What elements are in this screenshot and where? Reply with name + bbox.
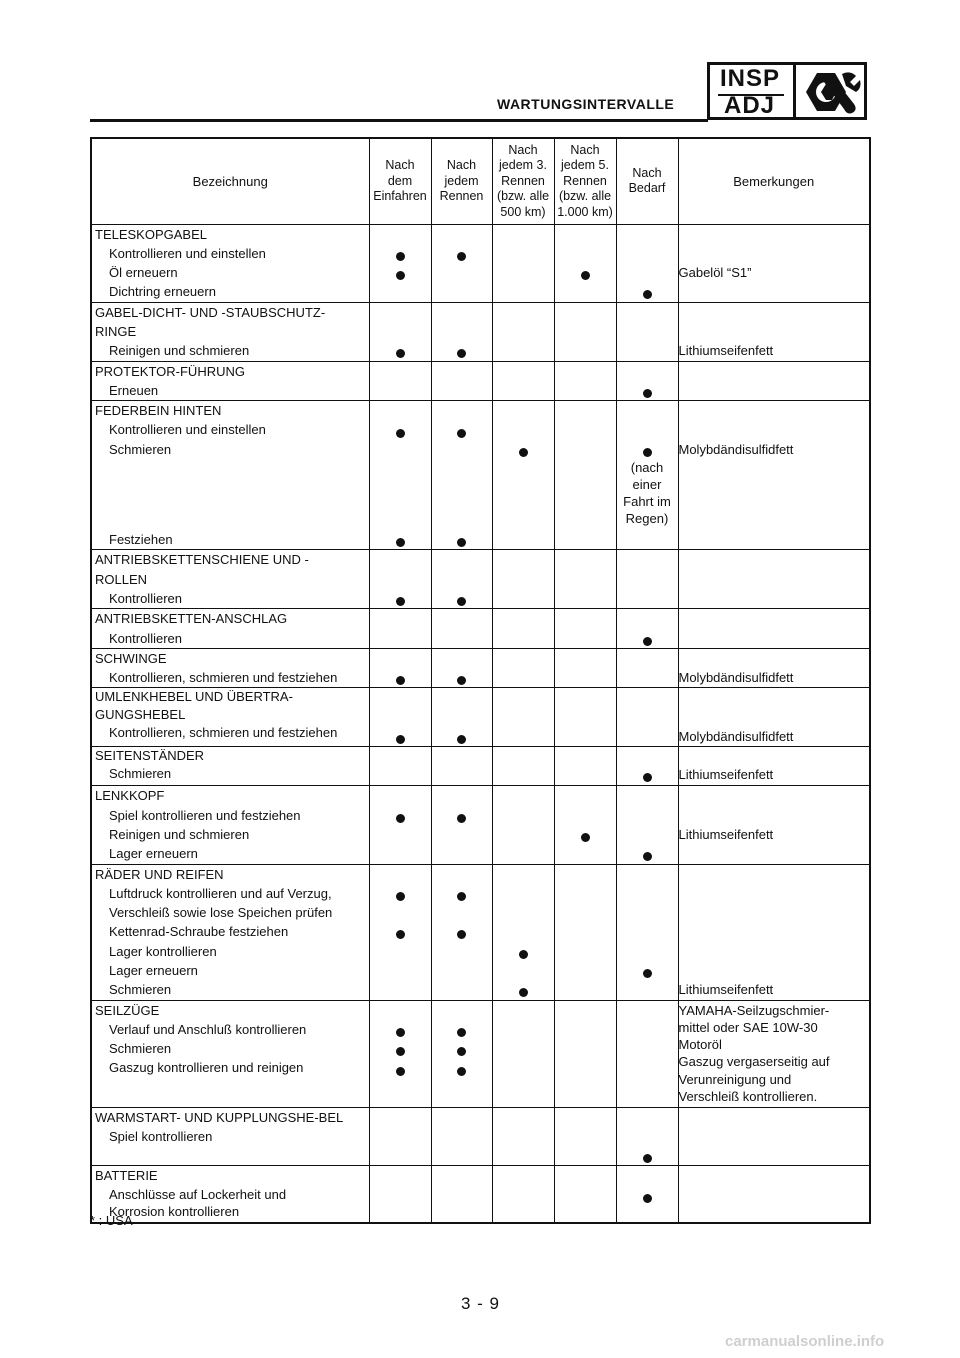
col-jedem-3-rennen: Nach jedem 3. Rennen (bzw. alle 500 km) xyxy=(492,138,554,224)
interval-dot xyxy=(396,1047,405,1056)
group-title: WARMSTART- UND KUPPLUNGSHE-BEL xyxy=(95,1109,344,1125)
interval-dot xyxy=(396,538,405,547)
group-title: UMLENKHEBEL UND ÜBERTRA-GUNGSHEBEL xyxy=(95,689,293,723)
item-label: Lager erneuern xyxy=(109,963,198,978)
remark-text: Gaszug vergaserseitig auf xyxy=(678,1054,830,1070)
item-label: Kontrollieren xyxy=(109,590,182,606)
remark-text: Lithiumseifenfett xyxy=(678,826,774,842)
interval-dot xyxy=(396,930,405,939)
item-label: Festziehen xyxy=(109,532,173,548)
interval-dot xyxy=(396,814,405,823)
interval-dot xyxy=(581,271,590,280)
interval-dot xyxy=(643,448,652,457)
row-warmstart xyxy=(91,1107,870,1166)
interval-dot xyxy=(643,1154,652,1163)
interval-dot xyxy=(643,1194,652,1203)
item-label: Kontrollieren und einstellen xyxy=(109,245,266,261)
remark-text: Verschleiß kontrollieren. xyxy=(678,1089,818,1105)
interval-dot xyxy=(457,349,466,358)
item-label: Spiel kontrollieren und festziehen xyxy=(109,807,301,823)
remark-text: Motoröl xyxy=(678,1037,722,1053)
interval-dot xyxy=(396,271,405,280)
note-text: einer xyxy=(632,477,662,493)
group-title: SEITENSTÄNDER xyxy=(95,748,205,764)
row-seilzuege xyxy=(91,1000,870,1107)
item-label: Schmieren xyxy=(109,982,172,998)
remark-text: Molybdändisulfidfett xyxy=(678,729,794,745)
interval-dot xyxy=(643,969,652,978)
row-federbein xyxy=(91,401,870,550)
remark-text: Molybdändisulfidfett xyxy=(678,670,794,686)
interval-dot xyxy=(396,735,405,744)
footnote: * : USA xyxy=(90,1213,133,1228)
item-label: Spiel kontrollieren xyxy=(109,1128,213,1144)
wrench-icon xyxy=(802,68,862,116)
insp-adj-badge xyxy=(707,62,867,120)
maintenance-intervals-table xyxy=(90,137,871,1224)
note-text: Fahrt im xyxy=(623,494,671,510)
group-title: TELESKOPGABEL xyxy=(95,226,207,242)
remark-text: YAMAHA-Seilzugschmier- xyxy=(678,1002,830,1018)
interval-dot xyxy=(457,1067,466,1076)
interval-dot xyxy=(643,852,652,861)
badge-insp-label: INSP xyxy=(720,65,781,92)
interval-dot xyxy=(396,892,405,901)
note-text: Regen) xyxy=(625,511,669,527)
interval-dot xyxy=(457,252,466,261)
row-teleskopgabel xyxy=(91,224,870,302)
item-label: Kontrollieren und einstellen xyxy=(109,422,266,438)
item-label: Lager erneuern xyxy=(109,846,198,862)
row-gabeldicht xyxy=(91,302,870,361)
interval-dot xyxy=(519,448,528,457)
row-lenkkopf xyxy=(91,786,870,864)
section-title: WARTUNGSINTERVALLE xyxy=(497,96,675,112)
item-label: Verlauf und Anschluß kontrollieren xyxy=(109,1021,307,1037)
item-label: Anschlüsse auf Lockerheit und xyxy=(109,1186,287,1202)
header-rule xyxy=(90,119,708,122)
item-label: Lager kontrollieren xyxy=(109,943,217,959)
interval-dot xyxy=(643,637,652,646)
interval-dot xyxy=(519,988,528,997)
interval-dot xyxy=(457,429,466,438)
item-label: Kettenrad-Schraube festziehen xyxy=(109,924,289,940)
interval-dot xyxy=(457,1047,466,1056)
page-number: 3 - 9 xyxy=(461,1294,501,1313)
col-einfahren: Nach dem Einfahren xyxy=(369,138,431,224)
item-label: Öl erneuern xyxy=(109,265,178,281)
group-title: FEDERBEIN HINTEN xyxy=(95,403,222,419)
row-kettenschiene xyxy=(91,550,870,609)
group-title: ANTRIEBSKETTENSCHIENE UND -ROLLEN xyxy=(95,552,309,587)
item-label: Erneuen xyxy=(109,382,159,398)
item-label: Kontrollieren xyxy=(109,630,182,646)
item-label: Korrosion kontrollieren xyxy=(109,1203,240,1219)
badge-separator xyxy=(793,65,796,117)
group-title: GABEL-DICHT- UND -STAUBSCHUTZ-RINGE xyxy=(95,304,326,339)
group-title: PROTEKTOR-FÜHRUNG xyxy=(95,363,245,379)
interval-dot xyxy=(396,429,405,438)
row-protektor xyxy=(91,361,870,401)
interval-dot xyxy=(457,676,466,685)
remark-text: Lithiumseifenfett xyxy=(678,982,774,998)
item-label: Reinigen und schmieren xyxy=(109,826,250,842)
interval-dot xyxy=(457,814,466,823)
interval-dot xyxy=(396,349,405,358)
col-jedem-rennen: Nach jedem Rennen xyxy=(431,138,492,224)
remark-text: Molybdändisulfidfett xyxy=(678,441,794,457)
interval-dot xyxy=(457,735,466,744)
item-label: Verschleiß sowie lose Speichen prüfen xyxy=(109,905,333,921)
remark-text: Gabelöl “S1” xyxy=(678,265,752,281)
interval-dot xyxy=(519,950,528,959)
header-row xyxy=(91,138,870,224)
item-label: Luftdruck kontrollieren und auf Verzug, xyxy=(109,885,332,901)
badge-adj-label: ADJ xyxy=(724,92,776,119)
remark-text: mittel oder SAE 10W-30 xyxy=(678,1019,818,1035)
interval-dot xyxy=(457,597,466,606)
group-title: BATTERIE xyxy=(95,1168,158,1184)
group-title: SEILZÜGE xyxy=(95,1002,160,1018)
interval-dot xyxy=(396,1028,405,1037)
item-label: Schmieren xyxy=(109,1041,172,1057)
interval-dot xyxy=(457,892,466,901)
item-label: Kontrollieren, schmieren und festziehen xyxy=(109,670,338,686)
group-title: LENKKOPF xyxy=(95,788,165,804)
group-title: ANTRIEBSKETTEN-ANSCHLAG xyxy=(95,611,288,627)
watermark: carmanualsonline.info xyxy=(725,1333,885,1350)
interval-dot xyxy=(581,833,590,842)
interval-dot xyxy=(396,676,405,685)
col-bezeichnung: Bezeichnung xyxy=(91,138,369,224)
interval-dot xyxy=(457,930,466,939)
row-schwinge xyxy=(91,648,870,688)
note-text: (nach xyxy=(630,460,664,476)
item-label: Schmieren xyxy=(109,441,172,457)
row-raeder xyxy=(91,864,870,1000)
desc-cell xyxy=(91,224,369,302)
col-bedarf: Nach Bedarf xyxy=(616,138,678,224)
item-label: Gaszug kontrollieren und reinigen xyxy=(109,1060,304,1076)
item-label: Dichtring erneuern xyxy=(109,284,216,300)
remark-text: Lithiumseifenfett xyxy=(678,343,774,359)
row-seitenstaender xyxy=(91,747,870,786)
interval-dot xyxy=(396,1067,405,1076)
row-batterie xyxy=(91,1166,870,1223)
row-kettenanschlag xyxy=(91,609,870,649)
col-bemerkungen: Bemerkungen xyxy=(678,138,870,224)
col-jedem-5-rennen: Nach jedem 5. Rennen (bzw. alle 1.000 km) xyxy=(554,138,616,224)
interval-dot xyxy=(643,389,652,398)
interval-dot xyxy=(396,597,405,606)
interval-dot xyxy=(457,1028,466,1037)
item-label: Kontrollieren, schmieren und festziehen xyxy=(109,725,338,741)
interval-dot xyxy=(643,290,652,299)
group-title: SCHWINGE xyxy=(95,650,167,666)
item-label: Schmieren xyxy=(109,766,172,782)
interval-dot xyxy=(396,252,405,261)
group-title: RÄDER UND REIFEN xyxy=(95,866,224,882)
interval-dot xyxy=(643,773,652,782)
interval-dot xyxy=(457,538,466,547)
remark-text: Lithiumseifenfett xyxy=(678,767,774,783)
row-umlenkhebel xyxy=(91,688,870,747)
remark-text: Verunreinigung und xyxy=(678,1071,792,1087)
item-label: Reinigen und schmieren xyxy=(109,343,250,359)
